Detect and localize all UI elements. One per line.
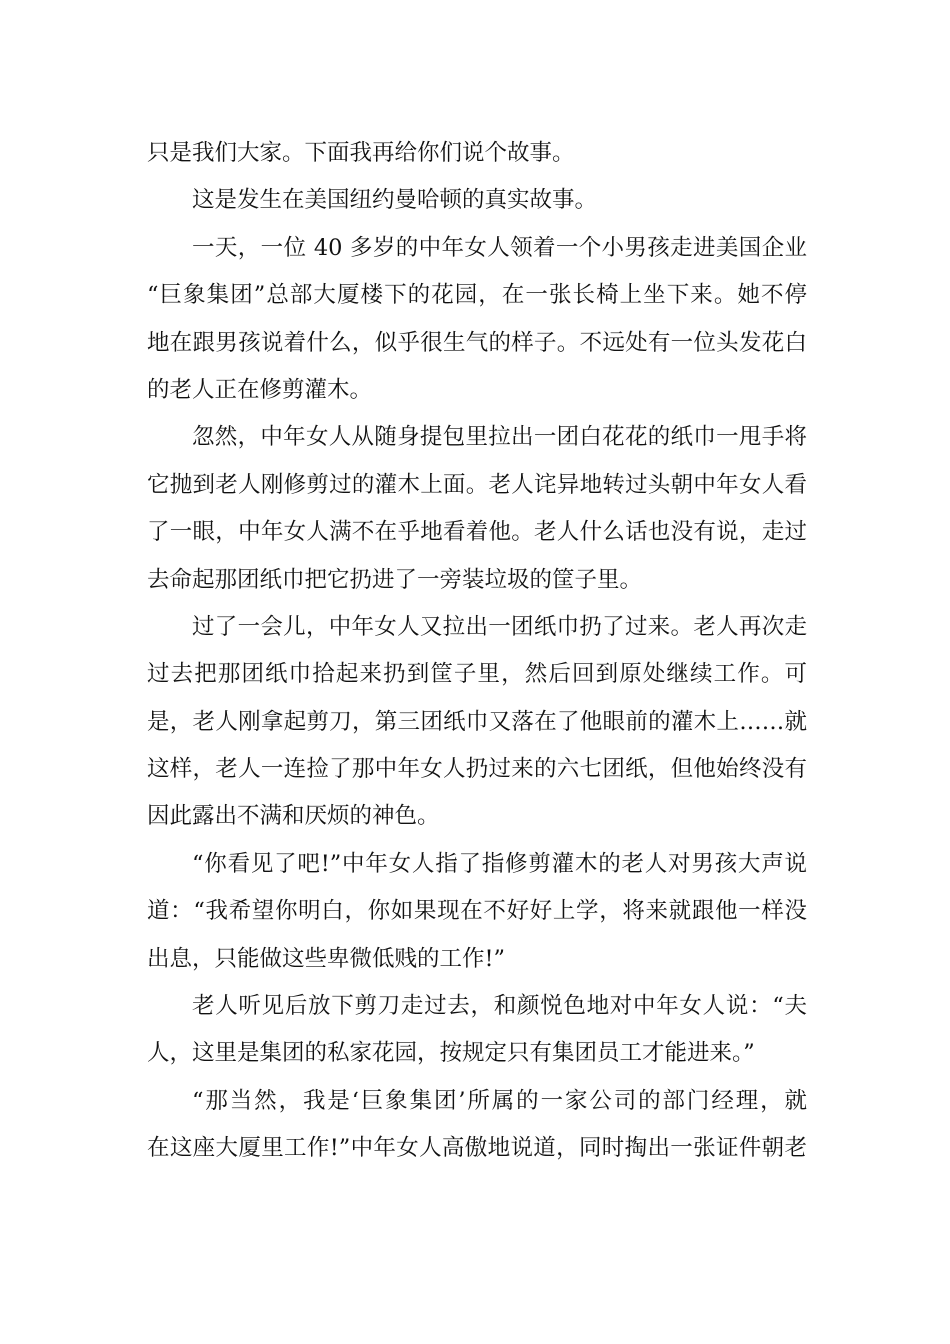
text-line: “巨象集团”总部大厦楼下的花园，在一张长椅上坐下来。她不停 [147,282,807,309]
text-line: 因此露出不满和厌烦的神色。 [147,803,440,830]
text-line: 是，老人刚拿起剪刀，第三团纸巾又落在了他眼前的灌木上……就 [147,708,807,735]
text-line: 过去把那团纸巾拾起来扔到筐子里，然后回到原处继续工作。可 [147,661,807,688]
text-line: 人，这里是集团的私家花园，按规定只有集团员工才能进来。” [147,1040,755,1067]
text-line: “你看见了吧!”中年女人指了指修剪灌木的老人对男孩大声说 [192,850,807,877]
text-line: 道：“我希望你明白，你如果现在不好好上学，将来就跟他一样没 [147,898,807,925]
text-line: “那当然，我是‘巨象集团’所属的一家公司的部门经理，就 [192,1087,807,1114]
text-line: 一天，一位 40 多岁的中年女人领着一个小男孩走进美国企业 [192,234,807,261]
text-line: 的老人正在修剪灌木。 [147,376,373,403]
text-line: 这是发生在美国纽约曼哈顿的真实故事。 [192,187,598,214]
text-line: 忽然，中年女人从随身提包里拉出一团白花花的纸巾一甩手将 [192,424,807,451]
text-line: 老人听见后放下剪刀走过去，和颜悦色地对中年女人说：“夫 [192,993,807,1020]
text-line: 过了一会儿，中年女人又拉出一团纸巾扔了过来。老人再次走 [192,613,807,640]
text-line: 去命起那团纸巾把它扔进了一旁装垃圾的筐子里。 [147,566,643,593]
text-line: 出息，只能做这些卑微低贱的工作!” [147,945,506,972]
text-line: 了一眼，中年女人满不在乎地看着他。老人什么话也没有说，走过 [147,519,807,546]
text-line: 它抛到老人刚修剪过的灌木上面。老人诧异地转过头朝中年女人看 [147,471,807,498]
text-line: 这样，老人一连捡了那中年女人扔过来的六七团纸，但他始终没有 [147,756,807,783]
text-line: 地在跟男孩说着什么，似乎很生气的样子。不远处有一位头发花白 [147,329,807,356]
text-line: 在这座大厦里工作!”中年女人高傲地说道，同时掏出一张证件朝老 [147,1135,807,1162]
text-line: 只是我们大家。下面我再给你们说个故事。 [147,140,575,166]
story-text [147,130,807,1173]
